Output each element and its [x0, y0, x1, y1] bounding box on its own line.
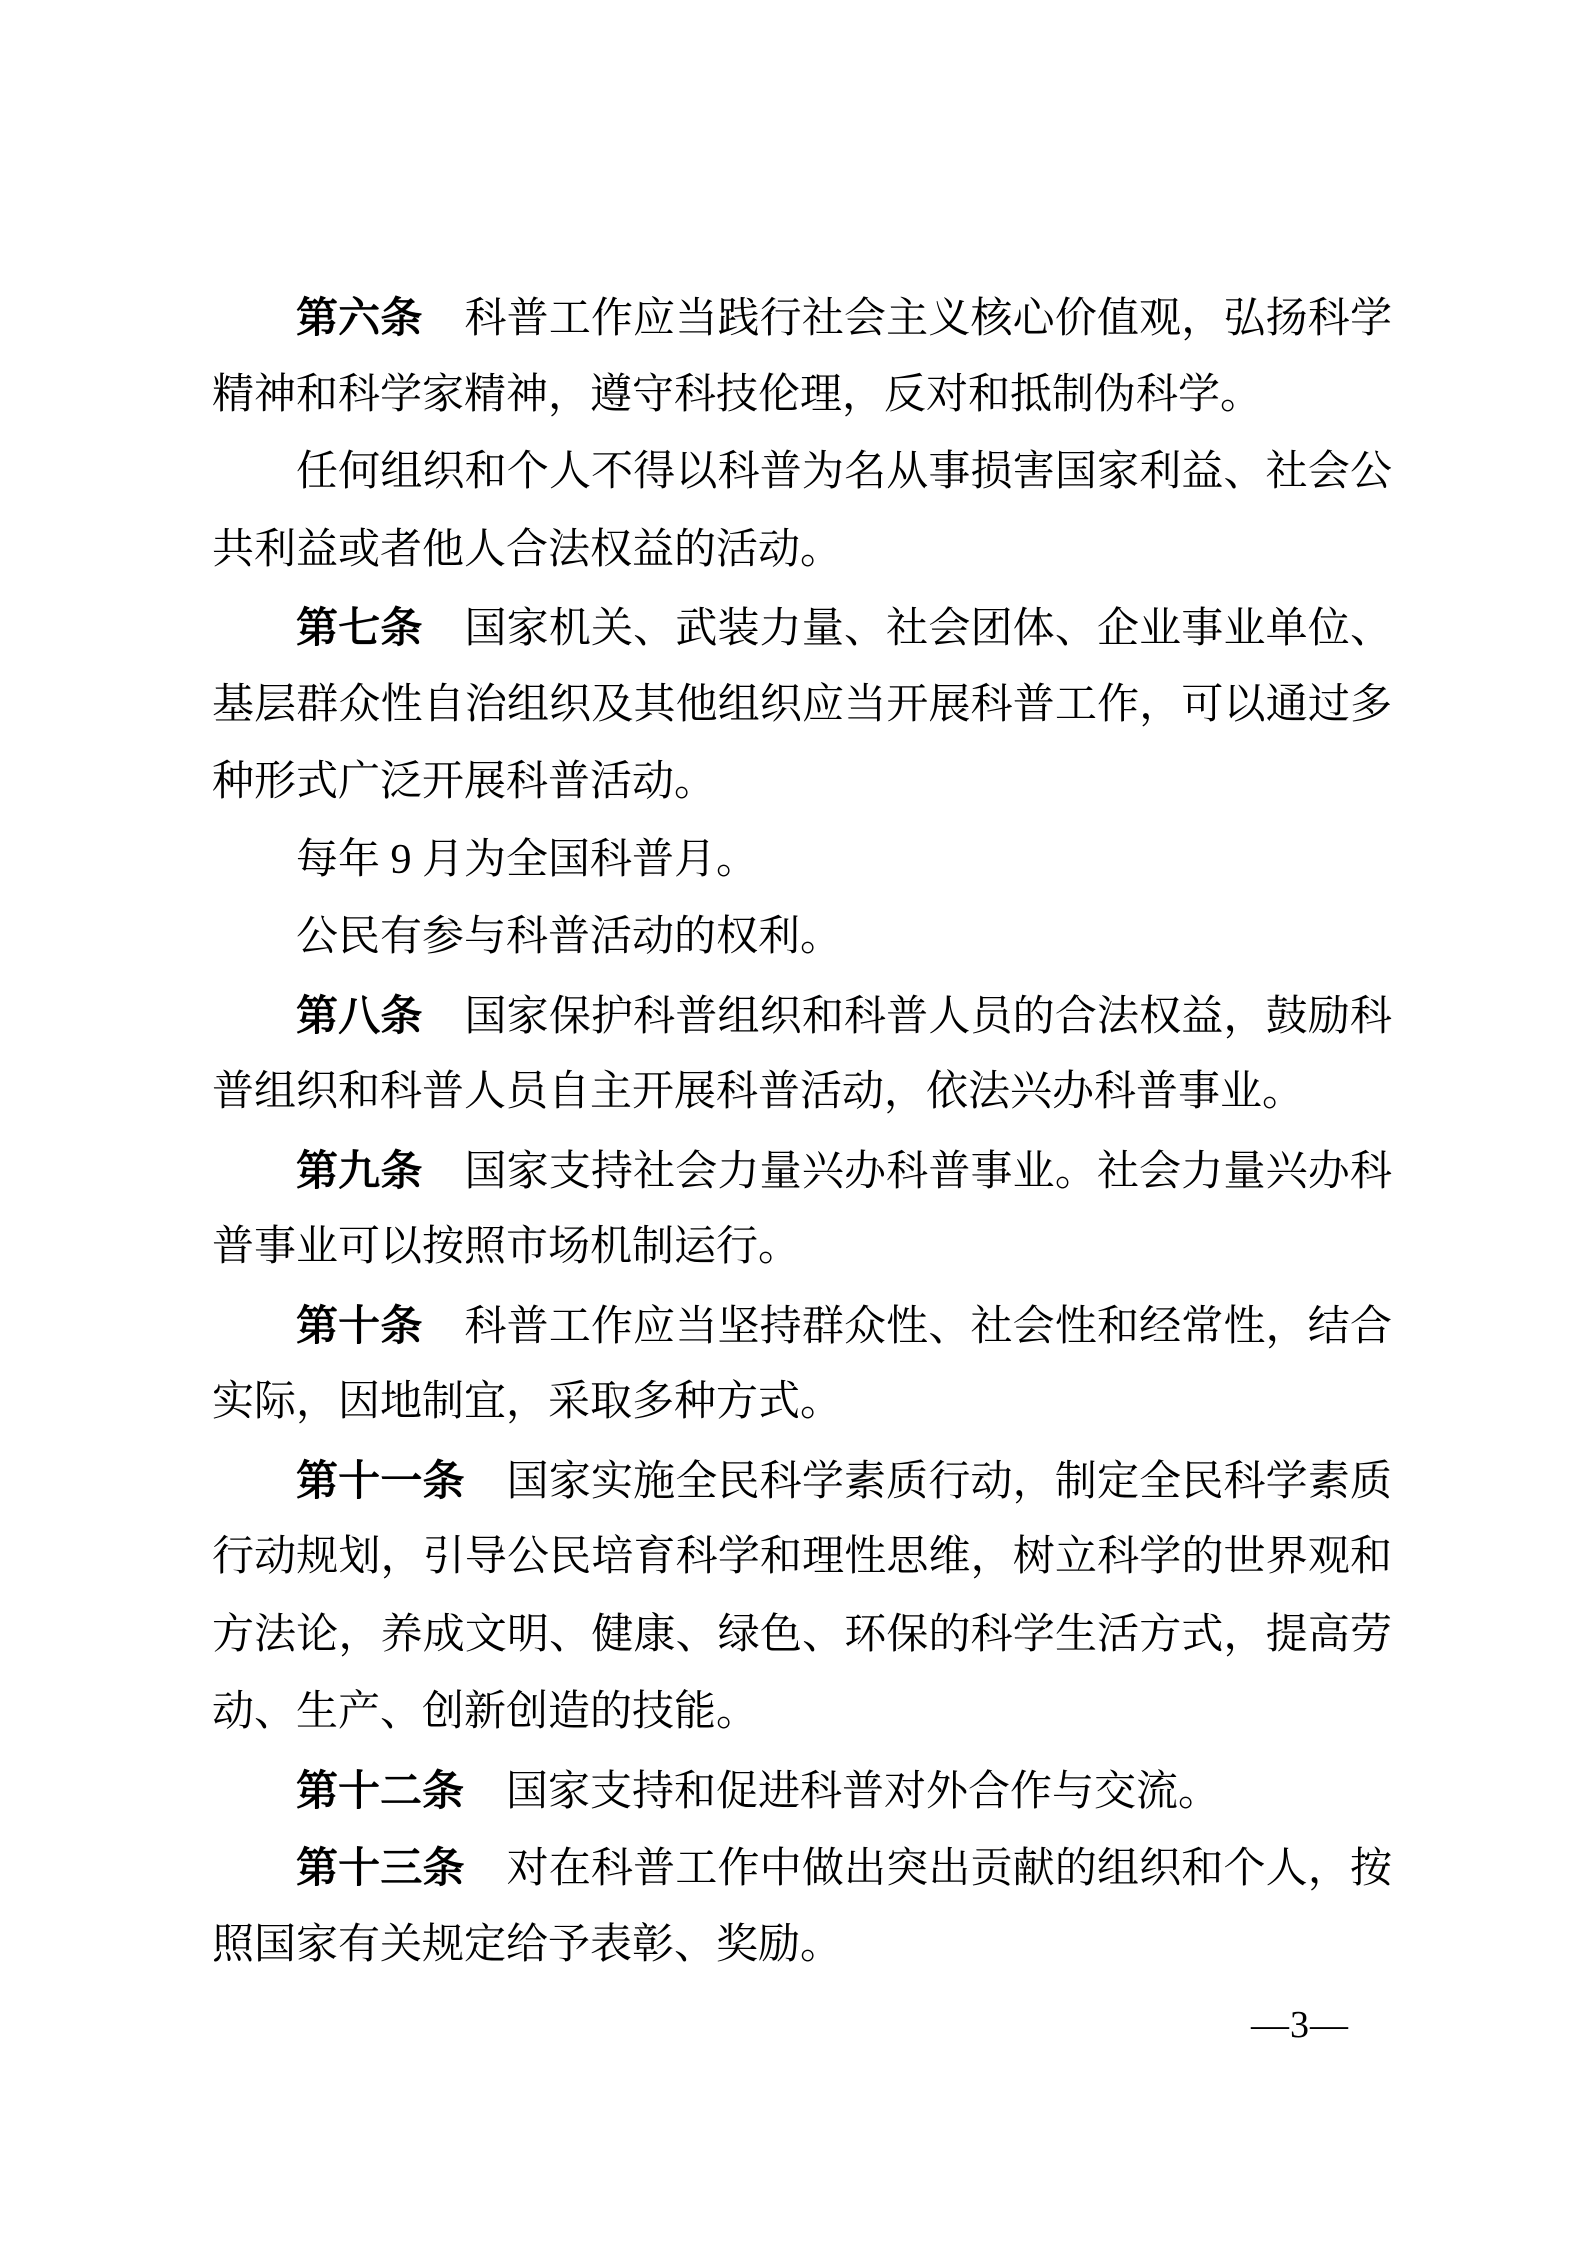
line-text: 对在科普工作中做出突出贡献的组织和个人，按	[506, 1846, 1392, 1892]
article-number: 第七条	[296, 604, 423, 651]
article-number: 第九条	[296, 1146, 423, 1194]
article-number: 第十一条	[296, 1456, 465, 1504]
line-text: 国家机关、武装力量、社会团体、企业事业单位、	[464, 606, 1392, 652]
text-line: 方法论，养成文明、健康、绿色、环保的科学生活方式，提高劳	[212, 1611, 1392, 1658]
text-line: 精神和科学家精神，遵守科技伦理，反对和抵制伪科学。	[212, 371, 1263, 418]
article-number: 第十二条	[296, 1766, 465, 1814]
text-line: 任何组织和个人不得以科普为名从事损害国家利益、社会公	[296, 449, 1392, 495]
text-line	[212, 1829, 1392, 1907]
line-text: 国家实施全民科学素质行动，制定全民科学素质	[506, 1458, 1392, 1505]
text-line	[212, 1287, 1392, 1365]
text-line: 照国家有关规定给予表彰、奖励。	[212, 1921, 843, 1968]
line-text: 科普工作应当坚持群众性、社会性和经常性，结合	[464, 1303, 1392, 1350]
text-line: 行动规划，引导公民培育科学和理性思维，树立科学的世界观和	[212, 1534, 1392, 1580]
document-body	[212, 279, 1392, 1984]
text-line	[212, 1132, 1392, 1210]
text-line	[212, 1752, 1392, 1830]
page-number: —3—	[1251, 2004, 1349, 2046]
text-line: 基层群众性自治组织及其他组织应当开展科普工作，可以通过多	[212, 681, 1392, 728]
text-line: 普事业可以按照市场机制运行。	[212, 1224, 801, 1270]
article-number: 第十三条	[296, 1844, 465, 1891]
text-line: 共利益或者他人合法权益的活动。	[212, 526, 843, 573]
line-text: 国家支持社会力量兴办科普事业。社会力量兴办科	[464, 1148, 1392, 1195]
text-line	[212, 589, 1392, 667]
article-number: 第十条	[296, 1301, 423, 1349]
text-line: 动、生产、创新创造的技能。	[212, 1689, 759, 1735]
text-line	[212, 977, 1392, 1055]
text-line	[212, 279, 1392, 357]
text-line: 公民有参与科普活动的权利。	[296, 914, 843, 960]
text-line: 实际，因地制宜，采取多种方式。	[212, 1379, 843, 1425]
text-line: 种形式广泛开展科普活动。	[212, 759, 717, 805]
text-line: 每年 9 月为全国科普月。	[296, 836, 759, 883]
text-line: 普组织和科普人员自主开展科普活动，依法兴办科普事业。	[212, 1069, 1305, 1115]
text-line	[212, 1442, 1392, 1520]
article-number: 第六条	[296, 294, 423, 341]
line-text: 科普工作应当践行社会主义核心价值观，弘扬科学	[464, 296, 1392, 342]
article-number: 第八条	[296, 991, 423, 1039]
line-text: 国家支持和促进科普对外合作与交流。	[506, 1768, 1221, 1815]
line-text: 国家保护科普组织和科普人员的合法权益，鼓励科	[464, 993, 1392, 1040]
